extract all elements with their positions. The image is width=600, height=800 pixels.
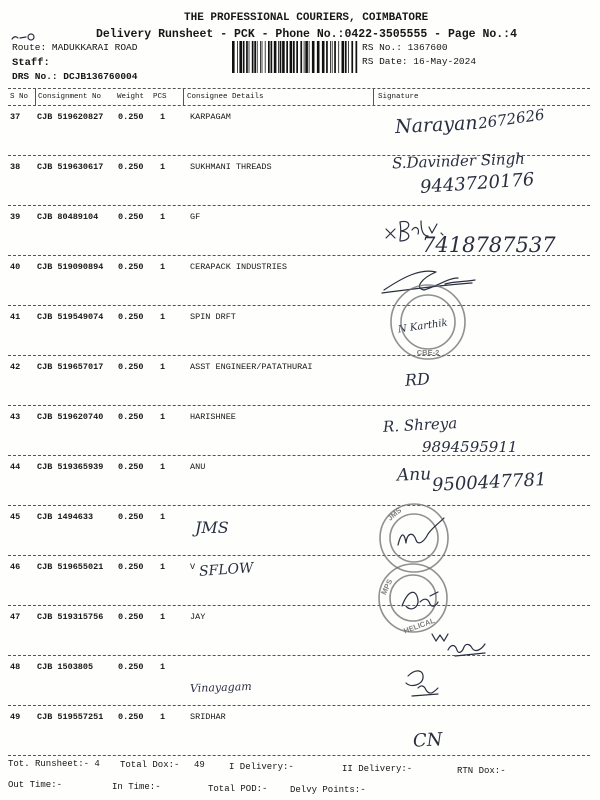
- table-row: [8, 106, 590, 156]
- consignment-number: CJB 1503805: [37, 662, 94, 672]
- barcode-bar: [305, 41, 308, 73]
- barcode-bar: [304, 41, 305, 73]
- pcs: 1: [160, 262, 166, 272]
- barcode-bar: [252, 41, 254, 73]
- column-divider: [183, 89, 184, 105]
- column-divider: [35, 89, 36, 105]
- barcode-bar: [286, 41, 288, 73]
- serial-number: 37: [10, 112, 21, 122]
- barcode: [230, 41, 360, 73]
- stamp-text: HELICAL: [402, 615, 436, 636]
- barcode-bar: [330, 41, 331, 73]
- consignment-number: CJB 519620740: [37, 412, 104, 422]
- first-delivery-label: I Delivery:-: [229, 762, 294, 772]
- drs-number: DRS No.: DCJB136760004: [12, 71, 138, 82]
- pcs: 1: [160, 112, 166, 122]
- barcode-bar: [254, 41, 256, 73]
- stamp-text: JMS: [385, 505, 404, 523]
- consignment-number: CJB 519657017: [37, 362, 104, 372]
- pcs: 1: [160, 712, 166, 722]
- barcode-bar: [312, 41, 315, 73]
- serial-number: 49: [10, 712, 21, 722]
- barcode-bar: [293, 41, 295, 73]
- barcode-bar: [322, 41, 325, 73]
- handwritten-signature: Anu: [396, 464, 432, 486]
- weight: 0.250: [118, 712, 144, 722]
- pcs: 1: [160, 612, 166, 622]
- consignment-number: CJB 519090894: [37, 262, 104, 272]
- barcode-bar: [260, 41, 261, 73]
- total-dox-label: Total Dox:-: [120, 760, 180, 770]
- barcode-bar: [332, 41, 333, 73]
- rs-number: RS No.: 1367600: [362, 42, 448, 53]
- pcs: 1: [160, 662, 166, 672]
- weight: 0.250: [118, 212, 144, 222]
- table-row: [8, 306, 590, 356]
- barcode-bar: [309, 41, 310, 73]
- table-row: [8, 556, 590, 606]
- in-time-label: In Time:-: [112, 782, 161, 792]
- consignee-details: HARISHNEE: [190, 412, 236, 422]
- table-row: [8, 149, 590, 206]
- runsheet-title: Delivery Runsheet - PCK - Phone No.:0422-3505555 - Page No.:4: [96, 28, 517, 41]
- handwritten-phone: 9500447781: [431, 469, 547, 496]
- serial-number: 38: [10, 162, 21, 172]
- consignee-details: ANU: [190, 462, 206, 472]
- total-runsheet: Tot. Runsheet:- 4: [8, 759, 100, 769]
- barcode-bar: [356, 41, 358, 73]
- weight: 0.250: [118, 312, 144, 322]
- barcode-bar: [237, 41, 238, 73]
- barcode-bar: [300, 41, 302, 73]
- barcode-bar: [239, 41, 242, 73]
- serial-number: 42: [10, 362, 21, 372]
- consignee-details: KARPAGAM: [190, 112, 231, 122]
- table-header-top-rule: [8, 88, 590, 89]
- total-dox-value: 49: [194, 760, 205, 770]
- barcode-bar: [278, 41, 279, 73]
- consignment-number: CJB 519655021: [37, 562, 104, 572]
- barcode-bar: [257, 41, 258, 73]
- pcs: 1: [160, 462, 166, 472]
- consignee-details: CERAPACK INDUSTRIES: [190, 262, 287, 272]
- handwritten-phone: 9894595911: [422, 438, 518, 456]
- out-time-label: Out Time:-: [8, 780, 63, 790]
- barcode-bar: [246, 41, 248, 73]
- consignment-number: CJB 519620827: [37, 112, 104, 122]
- table-row: [8, 656, 590, 706]
- handwritten-signature: N Karthik: [397, 317, 449, 336]
- column-header-consignment: Consignment No: [38, 93, 102, 101]
- table-row: [8, 606, 590, 656]
- column-divider: [373, 89, 374, 105]
- serial-number: 41: [10, 312, 21, 322]
- barcode-bar: [262, 41, 263, 73]
- column-header-consignee: Consignee Details: [187, 93, 264, 101]
- consignee-details: SUKHMANI THREADS: [190, 162, 272, 172]
- barcode-bar: [351, 41, 353, 73]
- barcode-bar: [296, 41, 298, 73]
- column-header-pcs: PCS: [153, 93, 167, 101]
- handwritten-consignee: SFLOW: [198, 560, 254, 580]
- rs-date: RS Date: 16-May-2024: [362, 56, 477, 67]
- table-row: [8, 356, 590, 406]
- serial-number: 45: [10, 512, 21, 522]
- weight: 0.250: [118, 162, 144, 172]
- handwritten-phone: 7418787537: [422, 233, 556, 257]
- barcode-bar: [338, 41, 339, 73]
- consignment-number: CJB 1494633: [37, 512, 94, 522]
- handwritten-phone: 9443720176: [419, 169, 536, 198]
- weight: 0.250: [118, 362, 144, 372]
- serial-number: 48: [10, 662, 21, 672]
- table-row: [8, 406, 590, 456]
- consignment-number: CJB 80489104: [37, 212, 99, 222]
- handwritten-signature: Narayan: [394, 111, 479, 139]
- handwritten-consignee: Vinayagam: [189, 679, 252, 696]
- pcs: 1: [160, 412, 166, 422]
- pen-mark: [12, 34, 34, 40]
- handwritten-signature: RD: [404, 369, 431, 390]
- consignee-details: GF: [190, 212, 201, 222]
- barcode-bar: [271, 41, 273, 73]
- pcs: 1: [160, 162, 166, 172]
- handwritten-signature: CN: [412, 729, 444, 752]
- barcode-bar: [280, 41, 282, 73]
- consignee-details: SRIDHAR: [190, 712, 226, 722]
- consignee-details: ASST ENGINEER/PATATHURAI: [190, 362, 313, 372]
- consignee-details: JAY: [190, 612, 206, 622]
- weight: 0.250: [118, 462, 144, 472]
- table-row: [8, 256, 590, 306]
- weight: 0.250: [118, 562, 144, 572]
- consignment-number: CJB 519315756: [37, 612, 104, 622]
- column-header-weight: Weight: [117, 93, 145, 101]
- weight: 0.250: [118, 262, 144, 272]
- second-delivery-label: II Delivery:-: [342, 764, 413, 774]
- table-row: [8, 456, 590, 506]
- consignee-details: SPIN DRFT: [190, 312, 236, 322]
- weight: 0.250: [118, 662, 144, 672]
- handwritten-consignee: JMS: [195, 518, 229, 537]
- weight: 0.250: [118, 112, 144, 122]
- barcode-bar: [265, 41, 266, 73]
- route: Route: MADUKKARAI ROAD: [12, 42, 138, 53]
- delivery-points-label: Delvy Points:-: [290, 785, 366, 795]
- table-row: [8, 706, 590, 756]
- barcode-bar: [268, 41, 270, 73]
- column-header-signature: Signature: [378, 93, 419, 101]
- barcode-bar: [326, 41, 328, 73]
- column-header-sno: S No: [10, 93, 29, 101]
- barcode-bar: [290, 41, 293, 73]
- barcode-bar: [232, 41, 235, 73]
- weight: 0.250: [118, 512, 144, 522]
- handwritten-signature: S.Davinder Singh: [391, 149, 526, 173]
- company-name: THE PROFESSIONAL COURIERS, COIMBATORE: [184, 12, 429, 24]
- table-row: [8, 206, 590, 256]
- serial-number: 46: [10, 562, 21, 572]
- pcs: 1: [160, 362, 166, 372]
- stamp-text: MPS: [379, 577, 395, 597]
- stamp-text: CBE-2: [416, 348, 440, 357]
- barcode-bar: [348, 41, 349, 73]
- barcode-bar: [274, 41, 277, 73]
- consignment-number: CJB 519557251: [37, 712, 104, 722]
- consignment-number: CJB 519365939: [37, 462, 104, 472]
- pcs: 1: [160, 512, 166, 522]
- staff-label: Staff:: [12, 57, 50, 69]
- weight: 0.250: [118, 412, 144, 422]
- barcode-bar: [334, 41, 336, 73]
- barcode-bar: [243, 41, 245, 73]
- consignment-number: CJB 519630617: [37, 162, 104, 172]
- serial-number: 39: [10, 212, 21, 222]
- pcs: 1: [160, 562, 166, 572]
- barcode-bar: [249, 41, 250, 73]
- serial-number: 43: [10, 412, 21, 422]
- barcode-bar: [282, 41, 285, 73]
- handwritten-signature: R. Shreya: [382, 414, 458, 436]
- serial-number: 47: [10, 612, 21, 622]
- total-pod-label: Total POD:-: [208, 784, 268, 794]
- barcode-bar: [345, 41, 347, 73]
- pcs: 1: [160, 212, 166, 222]
- serial-number: 40: [10, 262, 21, 272]
- barcode-bar: [317, 41, 320, 73]
- serial-number: 44: [10, 462, 21, 472]
- barcode-bar: [342, 41, 345, 73]
- consignee-details: V: [190, 562, 196, 572]
- table-row: [8, 506, 590, 556]
- handwritten-phone: 2672626: [477, 105, 546, 133]
- rtn-dox-label: RTN Dox:-: [457, 766, 506, 776]
- consignment-number: CJB 519549074: [37, 312, 104, 322]
- weight: 0.250: [118, 612, 144, 622]
- pcs: 1: [160, 312, 166, 322]
